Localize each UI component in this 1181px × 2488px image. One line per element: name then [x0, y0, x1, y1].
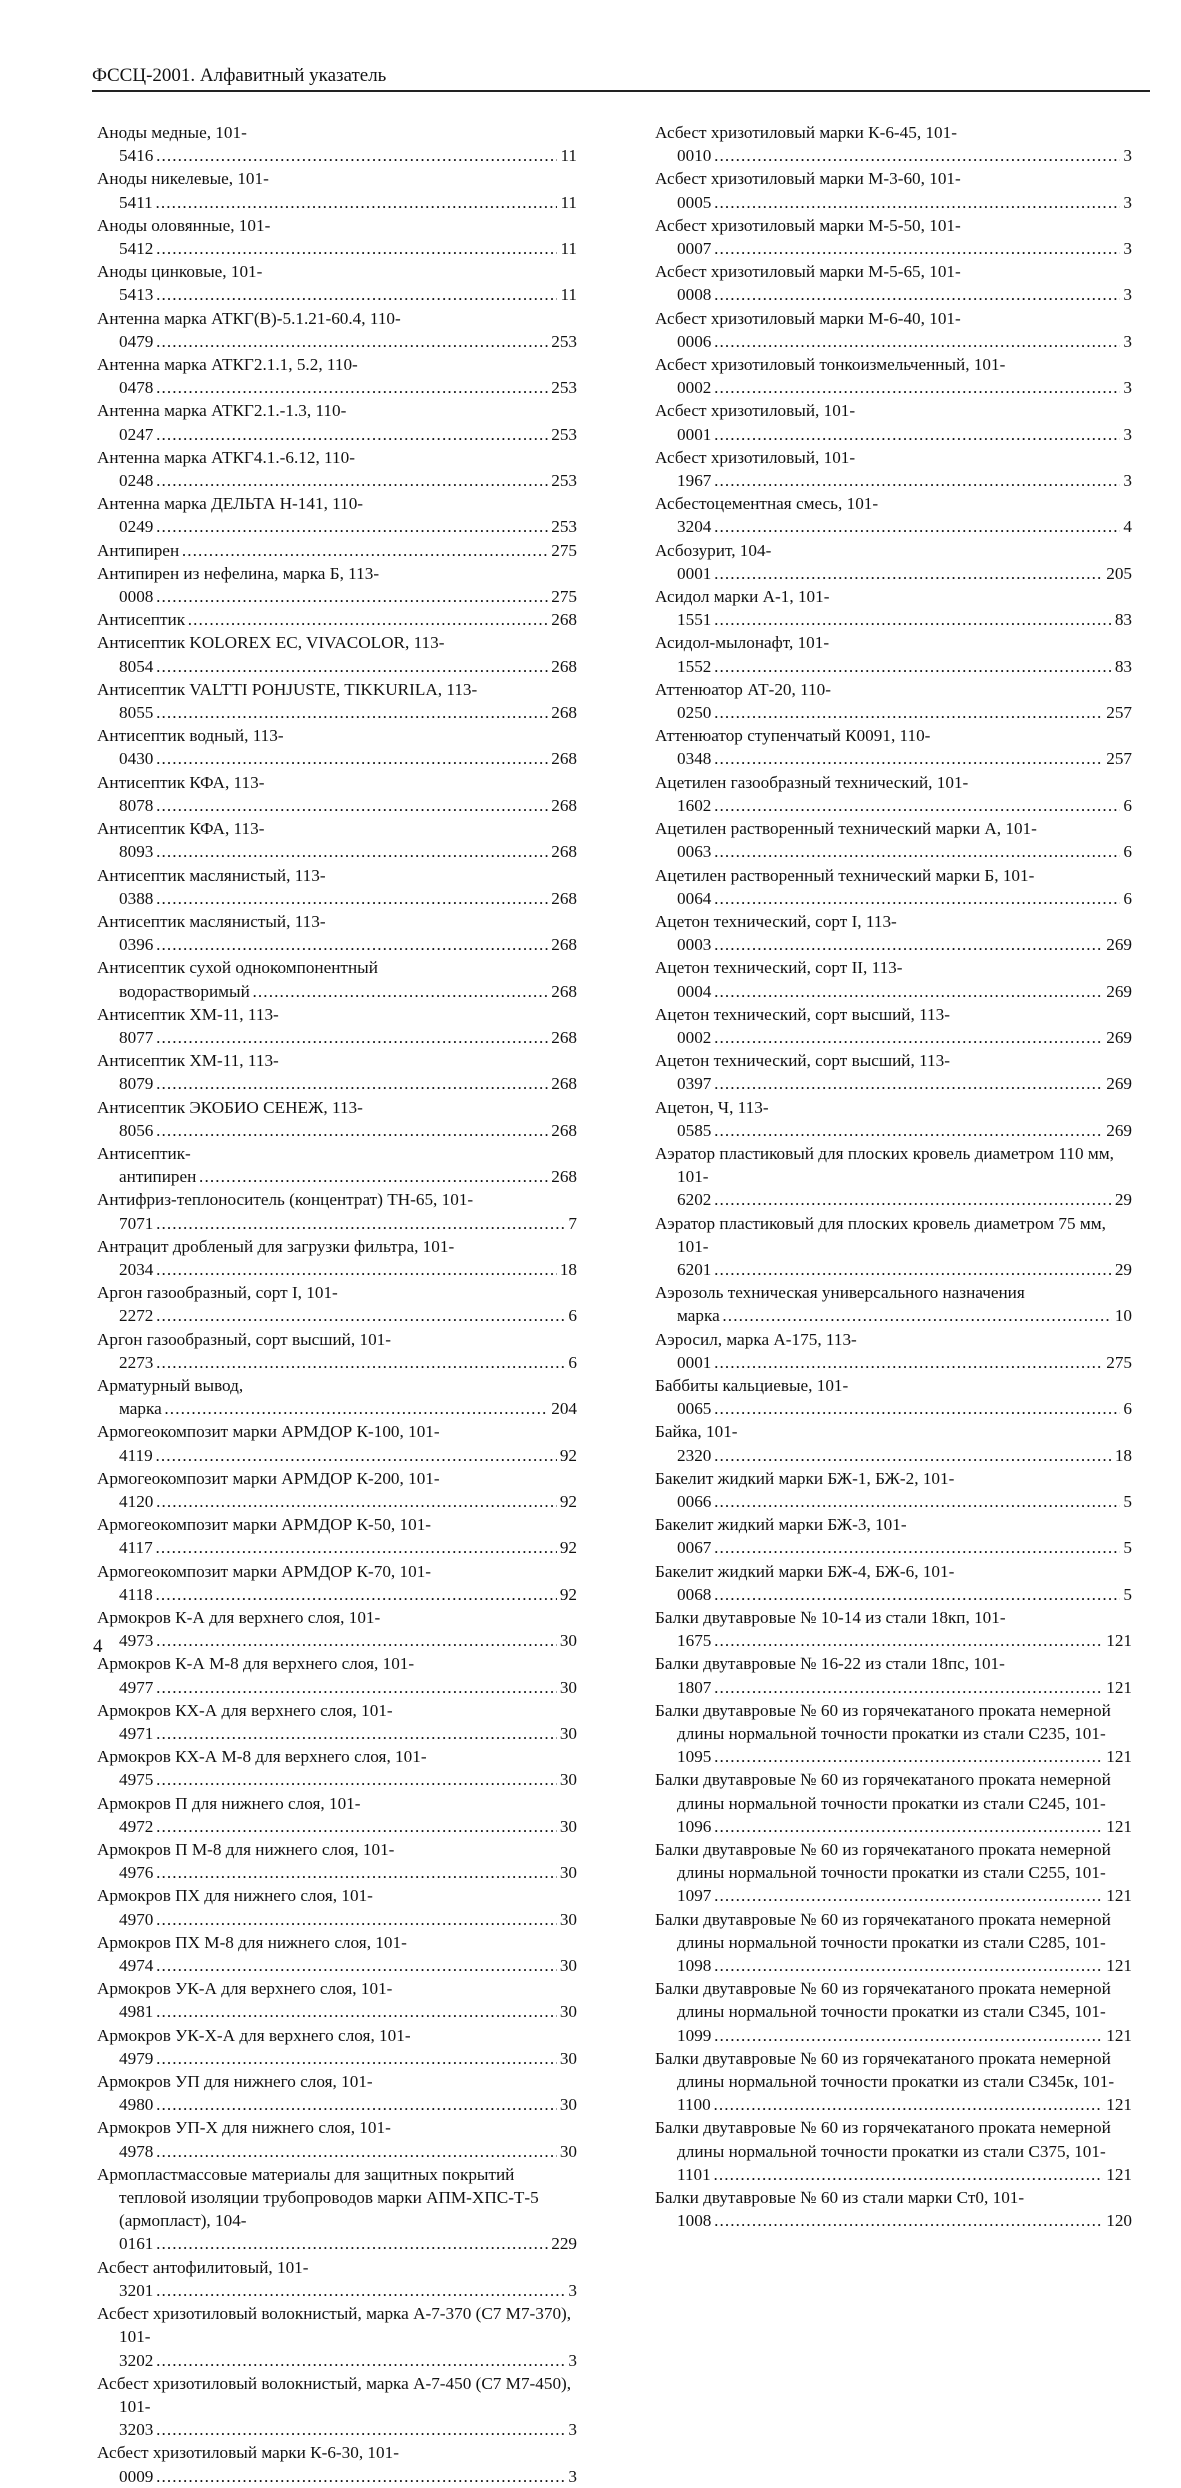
index-entry-title: Асбест хризотиловый волокнистый, марка А-7-370 (С7 М7-370), 101-3202 . . .	[97, 2304, 577, 2369]
index-entry-title: Асидол марки А-1, 101-1551 . . .	[655, 587, 1132, 629]
index-entry-title: Антифриз-теплоноситель (концентрат) ТН-65, 101-7071 . . .	[97, 1190, 577, 1232]
page-number: 4	[93, 1636, 103, 1657]
index-entry	[97, 1420, 577, 1466]
index-entry	[97, 1652, 577, 1698]
index-entry	[97, 1838, 577, 1884]
index-entry	[655, 260, 1132, 306]
index-entry-page: 229	[548, 2232, 577, 2255]
index-entry-page: 269	[1103, 1072, 1132, 1095]
index-entry	[655, 1420, 1132, 1466]
index-entry	[655, 1699, 1132, 1769]
index-entry-title: Асбест хризотиловый, 101-0001 . . .	[655, 401, 1132, 443]
index-entry	[97, 1049, 577, 1095]
index-entry	[655, 585, 1132, 631]
index-entry	[97, 121, 577, 167]
index-entry	[97, 608, 577, 631]
index-entry-page: 30	[557, 2140, 577, 2163]
index-entry-title: Балки двутавровые № 60 из горячекатаного проката немерной длины нормальной точности прокатки из стали С345к, 101-1100 . . .	[655, 2049, 1132, 2114]
index-entry	[655, 1652, 1132, 1698]
index-entry-page: 121	[1103, 2093, 1132, 2116]
index-entry-title: Антрацит дробленый для загрузки фильтра, 101-2034 . . .	[97, 1237, 577, 1279]
index-entry	[97, 956, 577, 1002]
index-entry	[655, 1513, 1132, 1559]
index-entry	[655, 724, 1132, 770]
index-entry-title: Балки двутавровые № 60 из горячекатаного проката немерной длины нормальной точности прокатки из стали С375, 101-1101 . . .	[655, 2118, 1132, 2183]
index-entry-page: 3	[1120, 330, 1132, 353]
index-entry-page: 120	[1103, 2209, 1132, 2232]
index-entry-page: 3	[1120, 191, 1132, 214]
index-entry-title: Асбест хризотиловый марки М-6-40, 101-0006 . . .	[655, 309, 1132, 351]
index-entry-title: Антенна марка АТКГ2.1.-1.3, 110-0247 . . .	[97, 401, 577, 443]
index-entry	[97, 2441, 577, 2487]
index-entry-title: Асбозурит, 104-0001 . . .	[655, 541, 1132, 583]
index-entry-page: 253	[548, 423, 577, 446]
index-entry-page: 30	[557, 1629, 577, 1652]
index-column-right	[655, 121, 1132, 2232]
index-entry-page: 30	[557, 1908, 577, 1931]
index-entry-page: 11	[557, 237, 577, 260]
index-entry-page: 269	[1103, 980, 1132, 1003]
index-entry-page: 5	[1120, 1583, 1132, 1606]
index-entry-title: Асбест хризотиловый марки М-5-50, 101-0007 . . .	[655, 216, 1132, 258]
index-entry-page: 3	[1120, 237, 1132, 260]
index-entry-title: Аноды никелевые, 101-5411 . . .	[97, 169, 577, 211]
index-entry-title: Ацетилен растворенный технический марки Б, 101-0064 . . .	[655, 866, 1132, 908]
index-entry-title: Бакелит жидкий марки БЖ-1, БЖ-2, 101-0066 . . .	[655, 1469, 1132, 1511]
index-entry	[655, 678, 1132, 724]
index-column-left	[97, 121, 577, 2488]
index-entry	[97, 1699, 577, 1745]
index-entry	[97, 771, 577, 817]
index-entry	[97, 724, 577, 770]
index-entry	[97, 1977, 577, 2023]
index-entry-page: 253	[548, 376, 577, 399]
index-entry-title: Антисептик ХМ-11, 113-8079 . . .	[97, 1051, 577, 1093]
index-entry	[655, 1212, 1132, 1282]
index-entry-title: Аэратор пластиковый для плоских кровель диаметром 75 мм, 101-6201 . . .	[655, 1214, 1132, 1279]
index-entry-title: Ацетилен растворенный технический марки А, 101-0063 . . .	[655, 819, 1132, 861]
index-entry-title: Армогеокомпозит марки АРМДОР К-200, 101-4120 . . .	[97, 1469, 577, 1511]
index-entry	[97, 1235, 577, 1281]
index-entry-page: 30	[557, 1676, 577, 1699]
index-entry-title: Асбестоцементная смесь, 101-3204 . . .	[655, 494, 1132, 536]
index-entry-title: Армокров П М-8 для нижнего слоя, 101-4976 . . .	[97, 1840, 577, 1882]
index-entry-title: Ацетон технический, сорт высший, 113-0397 . . .	[655, 1051, 1132, 1093]
index-entry-page: 121	[1103, 1884, 1132, 1907]
index-entry	[655, 1049, 1132, 1095]
index-entry	[97, 446, 577, 492]
index-entry-title: Антенна марка ДЕЛЬТА Н-141, 110-0249 . . .	[97, 494, 577, 536]
index-entry	[97, 214, 577, 260]
index-entry-page: 3	[1120, 423, 1132, 446]
index-entry	[655, 1838, 1132, 1908]
index-entry-title: Аноды цинковые, 101-5413 . . .	[97, 262, 577, 304]
index-entry-page: 268	[548, 1119, 577, 1142]
index-entry	[97, 2256, 577, 2302]
index-entry-page: 3	[1120, 376, 1132, 399]
index-entry-page: 83	[1112, 655, 1132, 678]
index-entry-title: Армопластмассовые материалы для защитных покрытий тепловой изоляции трубопроводов марки АПМ-ХПС-Т-5 (армопласт), 104-0161 . . .	[97, 2165, 577, 2254]
index-entry-title: Асбест хризотиловый марки К-6-45, 101-0010 . . .	[655, 123, 1132, 165]
index-entry-page: 5	[1120, 1490, 1132, 1513]
index-entry-title: Армокров П для нижнего слоя, 101-4972 . . .	[97, 1794, 577, 1836]
index-entry	[97, 2116, 577, 2162]
index-entry	[97, 1096, 577, 1142]
index-entry-page: 268	[548, 887, 577, 910]
index-entry-title: Асбест хризотиловый марки М-3-60, 101-0005 . . .	[655, 169, 1132, 211]
index-entry	[655, 492, 1132, 538]
index-entry	[97, 260, 577, 306]
index-entry-page: 92	[557, 1444, 577, 1467]
index-entry-page: 3	[565, 2279, 577, 2302]
index-entry-title: Антенна марка АТКГ2.1.1, 5.2, 110-0478 . . .	[97, 355, 577, 397]
index-entry-title: Бакелит жидкий марки БЖ-4, БЖ-6, 101-0068 . . .	[655, 1562, 1132, 1604]
index-entry-page: 11	[557, 144, 577, 167]
index-entry-title: Антисептик ЭКОБИО СЕНЕЖ, 113-8056 . . .	[97, 1098, 577, 1140]
index-entry	[655, 864, 1132, 910]
index-entry-title: Армогеокомпозит марки АРМДОР К-100, 101-4119 . . .	[97, 1422, 577, 1464]
index-entry-title: Армокров КХ-А М-8 для верхнего слоя, 101-4975 . . .	[97, 1747, 577, 1789]
index-entry-title: Балки двутавровые № 60 из горячекатаного проката немерной длины нормальной точности прокатки из стали С235, 101-1095 . . .	[655, 1701, 1132, 1766]
index-entry	[655, 353, 1132, 399]
index-entry-page: 253	[548, 330, 577, 353]
index-entry-title: Аноды медные, 101-5416 . . .	[97, 123, 577, 165]
index-entry-title: Антисептик . . .	[97, 610, 577, 629]
index-entry	[97, 492, 577, 538]
index-entry-title: Антисептик водный, 113-0430 . . .	[97, 726, 577, 768]
index-entry-title: Армокров ПХ для нижнего слоя, 101-4970 . . .	[97, 1886, 577, 1928]
index-entry	[655, 1606, 1132, 1652]
index-entry	[655, 399, 1132, 445]
index-entry-title: Антисептик сухой однокомпонентный водорастворимый . . .	[97, 958, 577, 1000]
index-entry-title: Армогеокомпозит марки АРМДОР К-70, 101-4118 . . .	[97, 1562, 577, 1604]
index-entry-title: Ацетон технический, сорт высший, 113-0002 . . .	[655, 1005, 1132, 1047]
index-entry	[97, 167, 577, 213]
index-entry-page: 92	[557, 1536, 577, 1559]
index-entry	[97, 2163, 577, 2256]
index-entry-page: 29	[1112, 1188, 1132, 1211]
index-entry-page: 268	[548, 1165, 577, 1188]
index-entry-title: Балки двутавровые № 60 из горячекатаного проката немерной длины нормальной точности прокатки из стали С245, 101-1096 . . .	[655, 1770, 1132, 1835]
index-entry-page: 30	[557, 2093, 577, 2116]
index-entry-page: 11	[557, 283, 577, 306]
index-entry	[655, 956, 1132, 1002]
index-entry	[655, 2186, 1132, 2232]
index-entry-title: Аттенюатор АТ-20, 110-0250 . . .	[655, 680, 1132, 722]
index-entry-title: Балки двутавровые № 60 из горячекатаного проката немерной длины нормальной точности прокатки из стали С255, 101-1097 . . .	[655, 1840, 1132, 1905]
index-entry	[655, 1281, 1132, 1327]
index-entry	[97, 1328, 577, 1374]
index-entry-title: Аргон газообразный, сорт I, 101-2272 . . .	[97, 1283, 577, 1325]
index-entry-title: Армокров ПХ М-8 для нижнего слоя, 101-4974 . . .	[97, 1933, 577, 1975]
index-entry	[97, 1606, 577, 1652]
index-entry	[97, 2372, 577, 2442]
index-entry-title: Асбест хризотиловый марки М-5-65, 101-0008 . . .	[655, 262, 1132, 304]
index-entry-page: 268	[548, 840, 577, 863]
index-entry-page: 268	[548, 747, 577, 770]
index-entry	[97, 562, 577, 608]
index-entry-page: 30	[557, 1954, 577, 1977]
index-entry	[655, 121, 1132, 167]
index-entry-page: 253	[548, 469, 577, 492]
index-entry	[655, 771, 1132, 817]
index-entry	[97, 1560, 577, 1606]
index-entry	[97, 1142, 577, 1188]
index-entry	[655, 817, 1132, 863]
index-entry-title: Асидол-мылонафт, 101-1552 . . .	[655, 633, 1132, 675]
index-entry-title: Аргон газообразный, сорт высший, 101-2273 . . .	[97, 1330, 577, 1372]
index-entry-page: 6	[565, 1304, 577, 1327]
index-entry-title: Аттенюатор ступенчатый К0091, 110-0348 . . .	[655, 726, 1132, 768]
index-entry-page: 268	[548, 933, 577, 956]
index-entry-title: Армокров УК-Х-А для верхнего слоя, 101-4979 . . .	[97, 2026, 577, 2068]
index-entry-title: Балки двутавровые № 60 из горячекатаного проката немерной длины нормальной точности прокатки из стали С345, 101-1099 . . .	[655, 1979, 1132, 2044]
index-entry	[97, 353, 577, 399]
index-entry-title: Ацетон технический, сорт II, 113-0004 . . .	[655, 958, 1132, 1000]
index-entry-page: 275	[548, 585, 577, 608]
index-entry-title: Балки двутавровые № 10-14 из стали 18кп, 101-1675 . . .	[655, 1608, 1132, 1650]
index-entry	[655, 539, 1132, 585]
index-entry	[97, 817, 577, 863]
index-entry-page: 3	[565, 2418, 577, 2441]
index-entry-title: Асбест хризотиловый волокнистый, марка А-7-450 (С7 М7-450), 101-3203 . . .	[97, 2374, 577, 2439]
index-entry-title: Антисептик КФА, 113-8078 . . .	[97, 773, 577, 815]
index-entry-page: 268	[548, 980, 577, 1003]
index-entry-title: Баббиты кальциевые, 101-0065 . . .	[655, 1376, 1132, 1418]
index-entry	[97, 1745, 577, 1791]
index-entry-page: 3	[565, 2465, 577, 2488]
index-entry-page: 268	[548, 1072, 577, 1095]
index-entry-title: Балки двутавровые № 60 из стали марки Ст0, 101-1008 . . .	[655, 2188, 1132, 2230]
index-entry-page: 18	[557, 1258, 577, 1281]
index-entry	[655, 446, 1132, 492]
index-entry-page: 275	[1103, 1351, 1132, 1374]
index-entry-page: 30	[557, 1815, 577, 1838]
index-entry-page: 3	[1120, 283, 1132, 306]
index-entry	[655, 1768, 1132, 1838]
index-entry-title: Армокров УП для нижнего слоя, 101-4980 . . .	[97, 2072, 577, 2114]
index-entry-page: 121	[1103, 1676, 1132, 1699]
index-entry-page: 3	[1120, 469, 1132, 492]
index-entry	[97, 399, 577, 445]
index-entry-title: Аэрозоль техническая универсального назначения марка . . .	[655, 1283, 1132, 1325]
index-entry	[97, 1884, 577, 1930]
index-entry-page: 268	[548, 608, 577, 631]
index-entry-page: 11	[557, 191, 577, 214]
index-entry	[655, 1096, 1132, 1142]
index-entry	[97, 1374, 577, 1420]
index-entry-page: 30	[557, 2047, 577, 2070]
index-entry-title: Асбест хризотиловый, 101-1967 . . .	[655, 448, 1132, 490]
index-entry-page: 92	[557, 1583, 577, 1606]
index-entry	[655, 1560, 1132, 1606]
index-entry-page: 269	[1103, 1119, 1132, 1142]
index-entry-page: 3	[565, 2349, 577, 2372]
index-entry-page: 83	[1112, 608, 1132, 631]
index-entry-title: Ацетон, Ч, 113-0585 . . .	[655, 1098, 1132, 1140]
index-entry-page: 4	[1120, 515, 1132, 538]
index-entry-page: 121	[1103, 2024, 1132, 2047]
index-entry-page: 6	[1120, 887, 1132, 910]
index-entry-page: 30	[557, 1768, 577, 1791]
index-entry-title: Байка, 101-2320 . . .	[655, 1422, 1132, 1464]
index-entry-page: 30	[557, 2000, 577, 2023]
index-entry-title: Асбест хризотиловый марки К-6-30, 101-0009 . . .	[97, 2443, 577, 2485]
index-entry	[655, 1908, 1132, 1978]
index-entry	[655, 1003, 1132, 1049]
index-entry-page: 30	[557, 1861, 577, 1884]
index-entry-page: 257	[1103, 747, 1132, 770]
index-entry-page: 6	[1120, 794, 1132, 817]
index-entry-page: 30	[557, 1722, 577, 1745]
index-entry-page: 18	[1112, 1444, 1132, 1467]
index-entry-title: Аэратор пластиковый для плоских кровель диаметром 110 мм, 101-6202 . . .	[655, 1144, 1132, 1209]
index-entry	[97, 631, 577, 677]
index-entry	[97, 1513, 577, 1559]
index-entry-title: Балки двутавровые № 16-22 из стали 18пс, 101-1807 . . .	[655, 1654, 1132, 1696]
index-entry-page: 5	[1120, 1536, 1132, 1559]
page-header: ФССЦ-2001. Алфавитный указатель	[92, 64, 1150, 92]
index-entry	[655, 1467, 1132, 1513]
index-entry-title: Антенна марка АТКГ4.1.-6.12, 110-0248 . . .	[97, 448, 577, 490]
index-entry-title: Аноды оловянные, 101-5412 . . .	[97, 216, 577, 258]
index-entry-page: 6	[565, 1351, 577, 1374]
index-entry	[655, 631, 1132, 677]
index-entry	[655, 910, 1132, 956]
index-entry-page: 92	[557, 1490, 577, 1513]
index-entry	[655, 307, 1132, 353]
index-entry	[655, 1328, 1132, 1374]
index-entry	[97, 2070, 577, 2116]
index-entry-page: 121	[1103, 1954, 1132, 1977]
index-entry-title: Балки двутавровые № 60 из горячекатаного проката немерной длины нормальной точности прокатки из стали С285, 101-1098 . . .	[655, 1910, 1132, 1975]
index-entry-title: Армокров УК-А для верхнего слоя, 101-4981 . . .	[97, 1979, 577, 2021]
index-entry	[97, 1467, 577, 1513]
index-entry-page: 10	[1112, 1304, 1132, 1327]
index-entry-page: 205	[1103, 562, 1132, 585]
index-entry-title: Асбест хризотиловый тонкоизмельченный, 101-0002 . . .	[655, 355, 1132, 397]
index-entry-title: Антипирен . . .	[97, 541, 577, 560]
index-entry-title: Антисептик KOLOREX EC, VIVACOLOR, 113-8054 . . .	[97, 633, 577, 675]
index-entry-page: 269	[1103, 933, 1132, 956]
index-entry-page: 268	[548, 794, 577, 817]
index-entry	[97, 910, 577, 956]
index-entry-page: 121	[1103, 1629, 1132, 1652]
index-entry-page: 257	[1103, 701, 1132, 724]
index-entry-page: 268	[548, 701, 577, 724]
index-entry-page: 3	[1120, 144, 1132, 167]
index-entry-page: 121	[1103, 1745, 1132, 1768]
index-entry	[97, 1188, 577, 1234]
index-entry-title: Антисептик ХМ-11, 113-8077 . . .	[97, 1005, 577, 1047]
index-entry	[97, 2024, 577, 2070]
index-entry	[97, 307, 577, 353]
index-entry-page: 269	[1103, 1026, 1132, 1049]
index-entry-title: Антенна марка АТКГ(В)-5.1.21-60.4, 110-0479 . . .	[97, 309, 577, 351]
index-entry-title: Арматурный вывод, марка . . .	[97, 1376, 577, 1418]
index-entry	[655, 1977, 1132, 2047]
index-entry-page: 268	[548, 655, 577, 678]
index-entry-page: 253	[548, 515, 577, 538]
index-entry	[655, 214, 1132, 260]
index-entry-title: Армогеокомпозит марки АРМДОР К-50, 101-4117 . . .	[97, 1515, 577, 1557]
index-entry-title: Армокров К-А для верхнего слоя, 101-4973 . . .	[97, 1608, 577, 1650]
index-entry-title: Бакелит жидкий марки БЖ-3, 101-0067 . . .	[655, 1515, 1132, 1557]
index-entry-title: Антисептик VALTTI POHJUSTE, TIKKURILA, 113-8055 . . .	[97, 680, 577, 722]
index-entry	[655, 167, 1132, 213]
index-entry	[97, 1003, 577, 1049]
index-entry-page: 121	[1103, 1815, 1132, 1838]
index-entry-title: Ацетилен газообразный технический, 101-1602 . . .	[655, 773, 1132, 815]
index-entry-page: 6	[1120, 840, 1132, 863]
index-entry-page: 7	[565, 1212, 577, 1235]
index-entry-title: Антипирен из нефелина, марка Б, 113-0008 . . .	[97, 564, 577, 606]
index-entry-page: 29	[1112, 1258, 1132, 1281]
index-entry-title: Антисептик КФА, 113-8093 . . .	[97, 819, 577, 861]
index-entry	[655, 2116, 1132, 2186]
index-entry-page: 275	[548, 539, 577, 562]
index-entry	[97, 864, 577, 910]
index-entry-title: Армокров УП-Х для нижнего слоя, 101-4978 . . .	[97, 2118, 577, 2160]
index-entry	[97, 539, 577, 562]
index-entry	[97, 2302, 577, 2372]
index-entry	[655, 1142, 1132, 1212]
index-entry-page: 268	[548, 1026, 577, 1049]
index-entry-title: Аэросил, марка А-175, 113-0001 . . .	[655, 1330, 1132, 1372]
index-entry	[97, 1931, 577, 1977]
index-entry	[655, 2047, 1132, 2117]
index-entry	[655, 1374, 1132, 1420]
index-entry-title: Антисептик маслянистый, 113-0388 . . .	[97, 866, 577, 908]
index-entry-title: Армокров КХ-А для верхнего слоя, 101-4971 . . .	[97, 1701, 577, 1743]
index-entry-page: 121	[1103, 2163, 1132, 2186]
index-entry-page: 204	[548, 1397, 577, 1420]
index-entry-title: Антисептик маслянистый, 113-0396 . . .	[97, 912, 577, 954]
index-entry-title: Армокров К-А М-8 для верхнего слоя, 101-4977 . . .	[97, 1654, 577, 1696]
index-entry-page: 6	[1120, 1397, 1132, 1420]
index-entry-title: Антисептик-антипирен . . .	[97, 1144, 577, 1186]
index-entry-title: Ацетон технический, сорт I, 113-0003 . . .	[655, 912, 1132, 954]
index-entry	[97, 1792, 577, 1838]
index-entry-title: Асбест антофилитовый, 101-3201 . . .	[97, 2258, 577, 2300]
index-entry	[97, 678, 577, 724]
index-entry	[97, 1281, 577, 1327]
